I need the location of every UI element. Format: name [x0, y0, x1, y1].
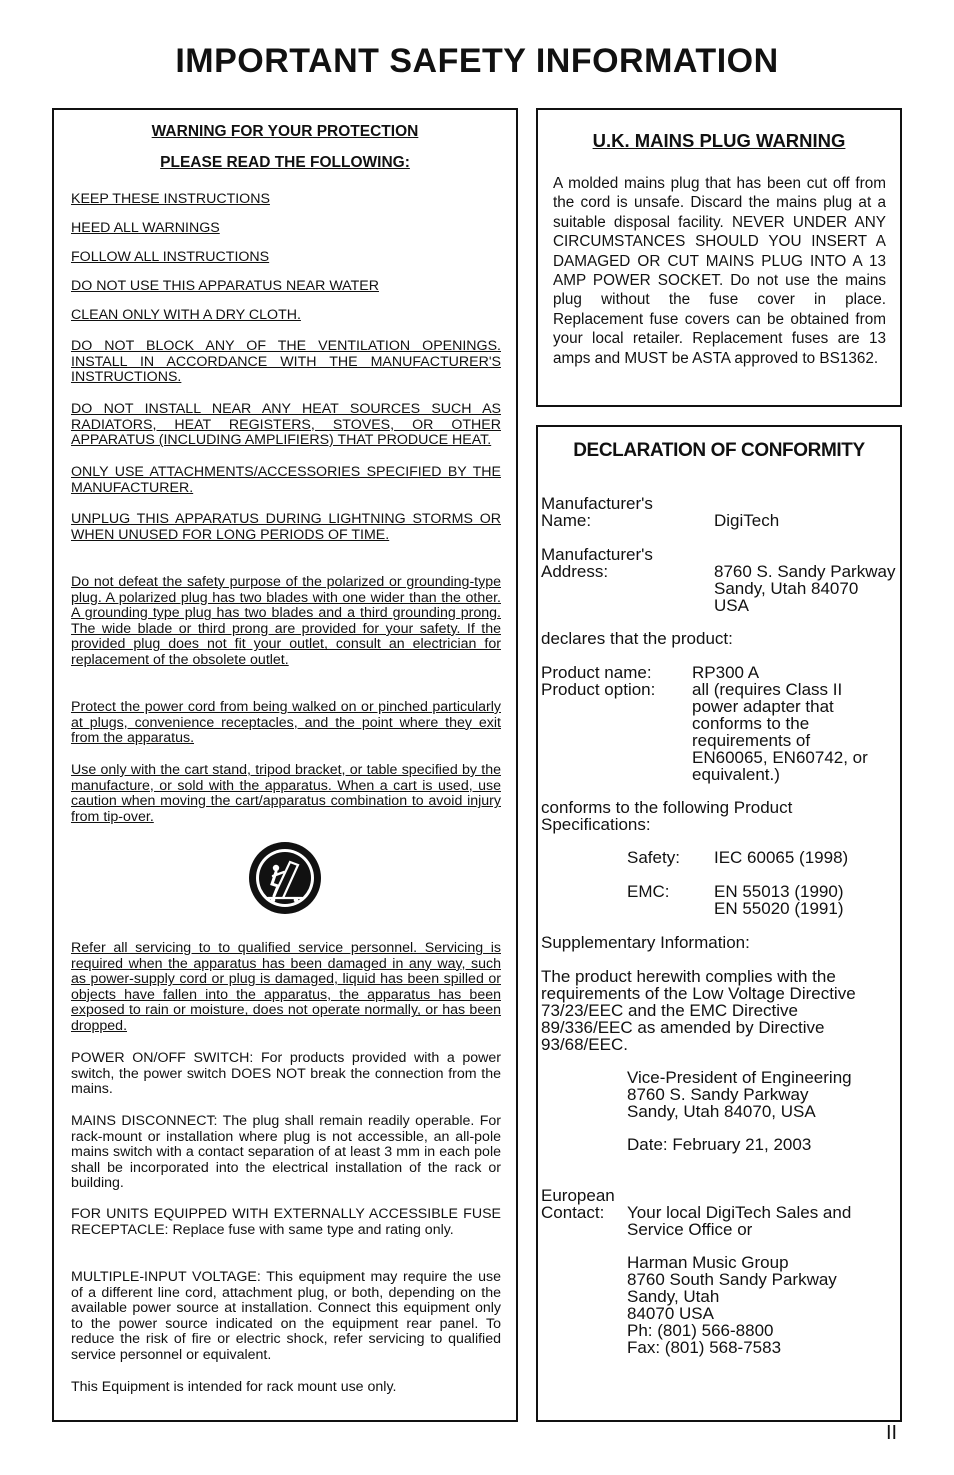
product-option: conforms to the	[692, 714, 810, 733]
warning-item: Use only with the cart stand, tripod bracket, or table specified by the manufacture, or sold with the apparatus. When a cart is used, use caution when moving the cart/apparatus combination to avoid injury from tip-over.	[71, 762, 501, 825]
warning-subheading: PLEASE READ THE FOLLOWING:	[160, 154, 410, 171]
product-name: RP300 A	[692, 663, 760, 682]
product-option: power adapter that	[692, 697, 834, 716]
warning-item: CLEAN ONLY WITH A DRY CLOTH.	[71, 307, 301, 323]
declaration-of-conformity-box	[536, 425, 902, 1422]
warning-heading: WARNING FOR YOUR PROTECTION	[151, 123, 419, 140]
warning-item: DO NOT BLOCK ANY OF THE VENTILATION OPENINGS. INSTALL IN ACCORDANCE WITH THE MANUFACTURER'S INSTRUCTIONS.	[71, 338, 501, 386]
compliance-text: 93/68/EEC.	[541, 1035, 628, 1054]
manufacturer-name-label: Manufacturer's	[541, 494, 653, 513]
warning-box	[52, 108, 518, 1422]
warning-item: HEED ALL WARNINGS	[71, 220, 220, 236]
harman-address: Sandy, Utah	[627, 1287, 720, 1306]
compliance-text: requirements of the Low Voltage Directive	[541, 984, 856, 1003]
european-contact-label: Contact:	[541, 1203, 605, 1222]
supplementary-label: Supplementary Information:	[541, 933, 750, 952]
manufacturer-name-label: Name:	[541, 511, 592, 530]
product-option: requirements of	[692, 731, 811, 750]
compliance-text: 73/23/EEC and the EMC Directive	[541, 1001, 799, 1020]
manufacturer-address: Sandy, Utah 84070	[714, 579, 859, 598]
manufacturer-address: 8760 S. Sandy Parkway	[714, 562, 896, 581]
page-number: II	[886, 1422, 898, 1444]
conforms-text: Specifications:	[541, 815, 651, 834]
harman-address: Harman Music Group	[627, 1253, 789, 1272]
emc-standard: EN 55013 (1990)	[714, 882, 844, 901]
declaration-date: Date: February 21, 2003	[627, 1135, 812, 1154]
signatory: Sandy, Utah 84070, USA	[627, 1102, 816, 1121]
signatory: 8760 S. Sandy Parkway	[627, 1085, 809, 1104]
warning-item: DO NOT INSTALL NEAR ANY HEAT SOURCES SUCH AS RADIATORS, HEAT REGISTERS, STOVES, OR OTHER APPARATUS (INCLUDING AMPLIFIERS) THAT PRODUCE HEAT.	[71, 401, 501, 449]
declares-text: declares that the product:	[541, 629, 733, 648]
warning-item: POWER ON/OFF SWITCH: For products provided with a power switch, the power switch DOES NOT break the connection from the mains.	[71, 1050, 501, 1098]
uk-warning-title: U.K. MAINS PLUG WARNING	[592, 130, 846, 151]
warning-item: MAINS DISCONNECT: The plug shall remain readily operable. For rack-mount or installation where plug is not accessible, an all-pole mains switch with a contact separation of at least 3 mm in each pole shall be incorporated into the electrical installation of the rack or building.	[71, 1113, 501, 1192]
european-contact-label: European	[541, 1186, 615, 1205]
warning-item: DO NOT USE THIS APPARATUS NEAR WATER	[71, 278, 379, 294]
product-option: EN60065, EN60742, or	[692, 748, 868, 767]
warning-item: ONLY USE ATTACHMENTS/ACCESSORIES SPECIFIED BY THE MANUFACTURER.	[71, 464, 501, 496]
compliance-text: 89/336/EEC as amended by Directive	[541, 1018, 825, 1037]
warning-item: UNPLUG THIS APPARATUS DURING LIGHTNING STORMS OR WHEN UNUSED FOR LONG PERIODS OF TIME.	[71, 511, 501, 543]
cart-tipover-warning-icon	[246, 840, 324, 916]
doc-title: DECLARATION OF CONFORMITY	[573, 440, 865, 461]
compliance-text: The product herewith complies with the	[541, 967, 836, 986]
product-name-label: Product name:	[541, 663, 652, 682]
uk-warning-text: A molded mains plug that has been cut off from the cord is unsafe. Discard the mains plug at a suitable disposal facility. NEVER UNDER ANY CIRCUMSTANCES SHOULD YOU INSERT A DAMAGED OR CUT MAINS PLUG INTO A 13 AMP POWER SOCKET. Do not use the mains plug without the fuse cover in place. Replacement fuse covers can be obtained from your local retailer. Replacement fuses are 13 amps and MUST be ASTA approved to BS1362.	[553, 175, 886, 367]
uk-mains-plug-warning-box	[536, 108, 902, 407]
manufacturer-address-label: Manufacturer's	[541, 545, 653, 564]
european-contact: Your local DigiTech Sales and	[627, 1203, 852, 1222]
warning-item: MULTIPLE-INPUT VOLTAGE: This equipment may require the use of a different line cord, attachment plug, or both, depending on the available power source at installation. Connect this equipment only to the power source indicated on the equipment rear panel. To reduce the risk of fire or electric shock, refer servicing to qualified service personnel or equivalent.	[71, 1269, 501, 1363]
warning-item: Do not defeat the safety purpose of the polarized or grounding-type plug. A polarized plug has two blades with one wider than the other. A grounding type plug has two blades and a third grounding prong. The wide blade or third prong are provided for your safety. If the provided plug does not fit your outlet, consult an electrician for replacement of the obsolete outlet.	[71, 574, 501, 668]
emc-label: EMC:	[627, 882, 670, 901]
manufacturer-address: USA	[714, 596, 749, 615]
warning-item: Protect the power cord from being walked on or pinched particularly at plugs, convenience receptacles, and the point where they exit from the apparatus.	[71, 699, 501, 747]
warning-item: This Equipment is intended for rack mount use only.	[71, 1379, 397, 1395]
product-option: equivalent.)	[692, 765, 780, 784]
product-option: all (requires Class II	[692, 680, 843, 699]
harman-phone: Ph: (801) 566-8800	[627, 1321, 774, 1340]
page-title: IMPORTANT SAFETY INFORMATION	[175, 42, 779, 80]
warning-item: FOLLOW ALL INSTRUCTIONS	[71, 249, 270, 265]
warning-item: FOR UNITS EQUIPPED WITH EXTERNALLY ACCESSIBLE FUSE RECEPTACLE: Replace fuse with same type and rating only.	[71, 1206, 501, 1238]
signatory: Vice-President of Engineering	[627, 1068, 852, 1087]
harman-address: 8760 South Sandy Parkway	[627, 1270, 837, 1289]
manufacturer-name: DigiTech	[714, 511, 780, 530]
european-contact: Service Office or	[627, 1220, 753, 1239]
warning-item: KEEP THESE INSTRUCTIONS	[71, 191, 270, 207]
harman-fax: Fax: (801) 568-7583	[627, 1338, 782, 1357]
product-option-label: Product option:	[541, 680, 656, 699]
emc-standard: EN 55020 (1991)	[714, 899, 844, 918]
safety-label: Safety:	[627, 848, 680, 867]
harman-address: 84070 USA	[627, 1304, 714, 1323]
safety-standard: IEC 60065 (1998)	[714, 848, 849, 867]
warning-item: Refer all servicing to to qualified service personnel. Servicing is required when the apparatus has been damaged in any way, such as power-supply cord or plug is damaged, liquid has been spilled or objects have fallen into the apparatus, the apparatus has been exposed to rain or moisture, does not operate normally, or has been dropped.	[71, 940, 501, 1034]
manufacturer-address-label: Address:	[541, 562, 609, 581]
conforms-text: conforms to the following Product	[541, 798, 793, 817]
